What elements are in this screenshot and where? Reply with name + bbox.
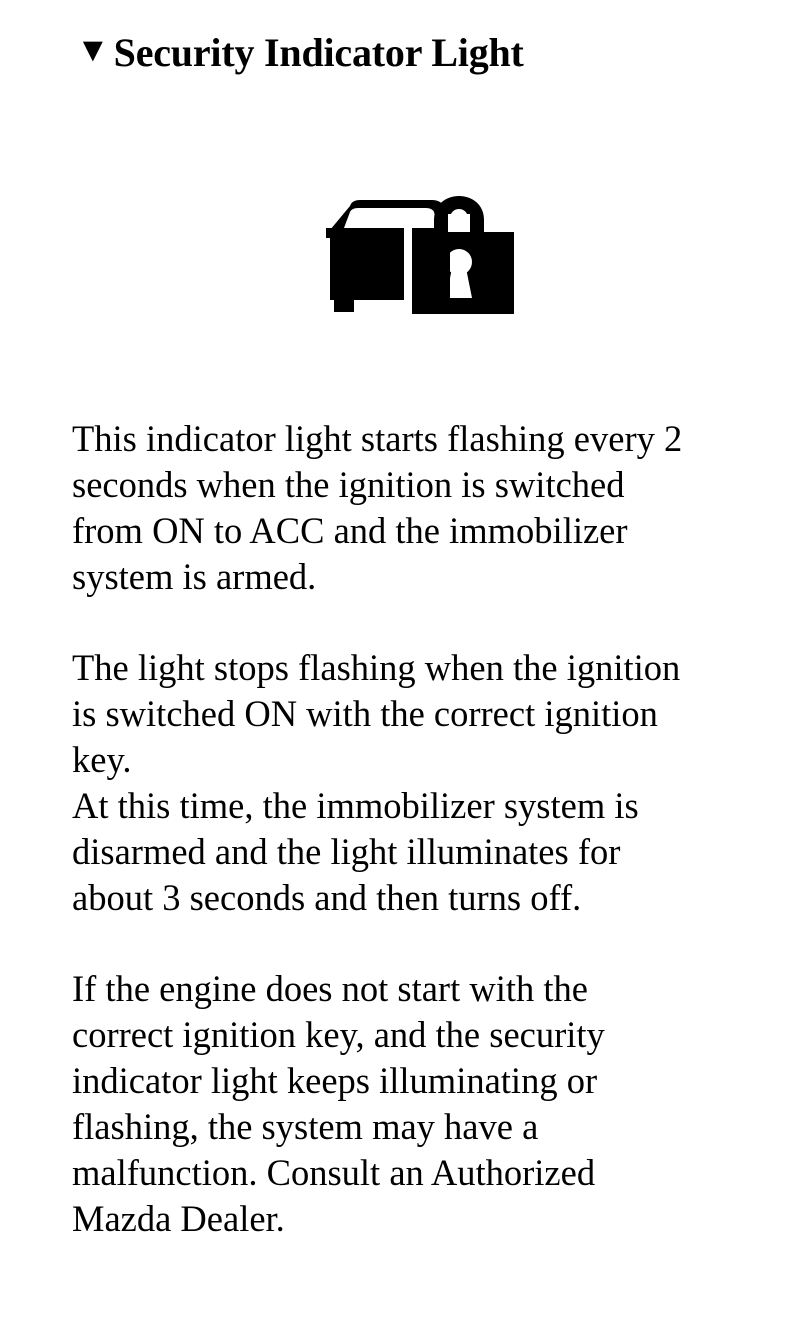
text-line: from ON to ACC and the immobilizer xyxy=(72,510,628,551)
text-line: malfunction. Consult an Authorized xyxy=(72,1152,596,1193)
text-line: key. xyxy=(72,739,132,780)
text-line: correct ignition key, and the security xyxy=(72,1014,605,1055)
triangle-down-icon: ▼ xyxy=(76,32,110,69)
text-line: The light stops flashing when the ignition xyxy=(72,647,681,688)
section-title: Security Indicator Light xyxy=(113,29,524,75)
text-line: about 3 seconds and then turns off. xyxy=(72,877,582,918)
section-heading xyxy=(76,22,524,82)
paragraph xyxy=(72,783,772,921)
text-line: seconds when the ignition is switched xyxy=(72,464,625,505)
body-text xyxy=(72,416,772,1242)
paragraph xyxy=(72,416,772,600)
text-line: indicator light keeps illuminating or xyxy=(72,1060,598,1101)
paragraph xyxy=(72,645,772,783)
text-line: Mazda Dealer. xyxy=(72,1198,285,1239)
text-line: flashing, the system may have a xyxy=(72,1106,539,1147)
security-indicator-car-lock-icon xyxy=(326,192,514,314)
text-line: system is armed. xyxy=(72,556,317,597)
text-line: is switched ON with the correct ignition xyxy=(72,693,658,734)
text-line: disarmed and the light illuminates for xyxy=(72,831,621,872)
text-line: If the engine does not start with the xyxy=(72,968,588,1009)
text-line: At this time, the immobilizer system is xyxy=(72,785,639,826)
text-line: This indicator light starts flashing every 2 xyxy=(72,418,683,459)
paragraph xyxy=(72,966,772,1242)
